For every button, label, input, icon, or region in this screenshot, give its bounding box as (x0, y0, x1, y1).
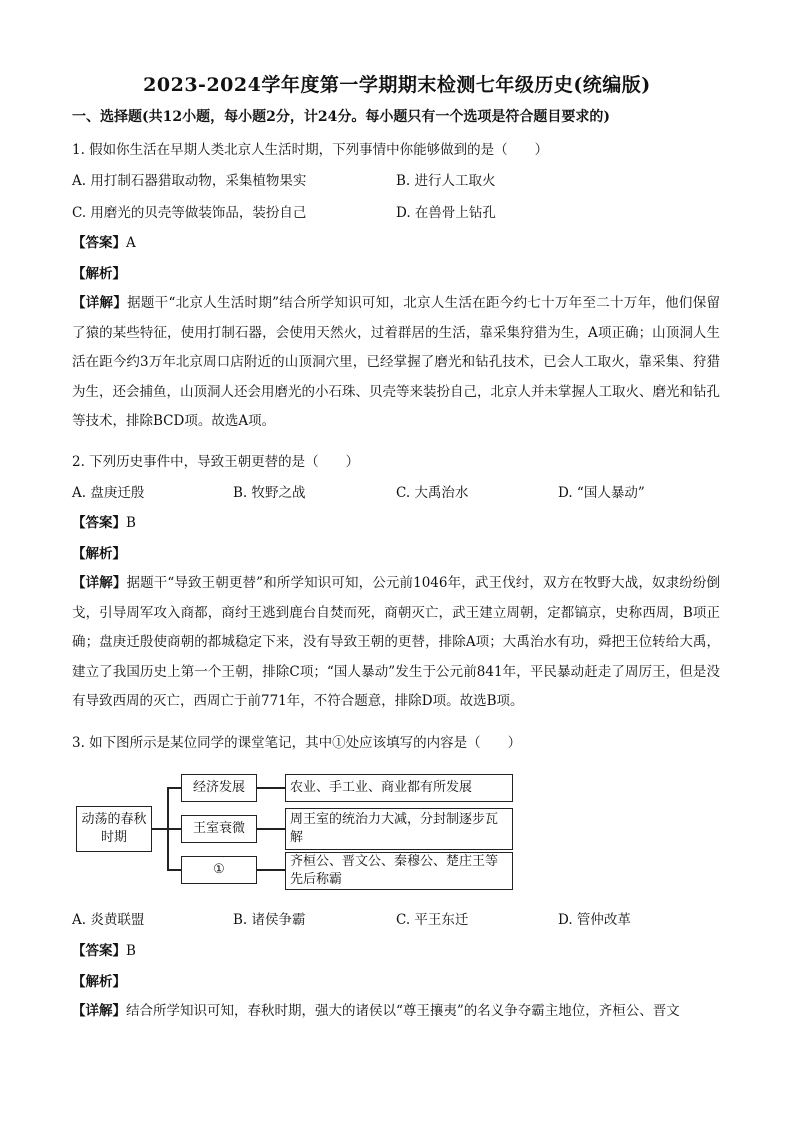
q2-option-a: A. 盘庚迁殷 (72, 485, 145, 501)
diagram-connector (167, 869, 181, 871)
class-notes-diagram (72, 766, 520, 892)
question-3-stem: 3. 如下图所示是某位同学的课堂笔记，其中①处应该填写的内容是（ ） (72, 735, 522, 751)
q3-option-b: B. 诸侯争霸 (233, 912, 306, 928)
answer-label: 【答案】 (72, 235, 126, 251)
answer-value: B (126, 515, 136, 531)
diagram-connector (257, 869, 285, 871)
answer-value: A (126, 235, 136, 251)
question-1-stem: 1. 假如你生活在早期人类北京人生活时期，下列事情中你能够做到的是（ ） (72, 142, 549, 158)
answer-value: B (126, 943, 136, 959)
answer-label: 【答案】 (72, 943, 126, 959)
page-title: 2023-2024学年度第一学期期末检测七年级历史(统编版) (143, 74, 651, 96)
q1-option-b: B. 进行人工取火 (396, 173, 496, 189)
diagram-branch-1-box: 经济发展 (181, 774, 257, 802)
q1-option-a: A. 用打制石器猎取动物，采集植物果实 (72, 173, 307, 189)
diagram-connector (257, 787, 285, 789)
q3-option-d: D. 管仲改革 (558, 912, 631, 928)
answer-label: 【答案】 (72, 515, 126, 531)
detail-text: 据题干“北京人生活时期”结合所学知识可知，北京人生活在距今约七十万年至二十万年，他们保留了猿的某些特征，使用打制石器，会使用天然火，过着群居的生活，靠采集狩猎为生，A项正确；山顶洞人生活在距今约3万年北京周口店附近的山顶洞穴里，已经掌握了磨光和钻孔技术，已会人工取火，靠采集、狩猎为生，还会捕鱼，山顶洞人还会用磨光的小石珠、贝壳等来装扮自己，北京人并未掌握人工取火、磨光和钻孔等技术，排除BCD项。故选A项。 (72, 295, 720, 429)
section-heading: 一、选择题(共12小题，每小题2分，计24分。每小题只有一个选项是符合题目要求的) (72, 109, 610, 125)
diagram-branch-2-box: 王室衰微 (181, 815, 257, 843)
q1-detail (72, 289, 720, 437)
diagram-desc-1-box: 农业、手工业、商业都有所发展 (285, 774, 513, 802)
q2-option-d: D. “国人暴动” (558, 485, 645, 501)
q3-option-c: C. 平王东迁 (396, 912, 469, 928)
diagram-desc-3-box: 齐桓公、晋文公、秦穆公、楚庄王等先后称霸 (285, 852, 513, 890)
q2-option-b: B. 牧野之战 (233, 485, 306, 501)
q3-answer (72, 941, 722, 961)
detail-label: 【详解】 (72, 575, 127, 591)
diagram-root-box: 动荡的春秋时期 (76, 806, 152, 852)
q2-analysis-label (72, 544, 722, 564)
analysis-label: 【解析】 (72, 266, 126, 282)
detail-label: 【详解】 (72, 295, 128, 311)
q1-option-d: D. 在兽骨上钻孔 (396, 205, 496, 221)
diagram-connector (167, 828, 181, 830)
q1-option-c: C. 用磨光的贝壳等做装饰品，装扮自己 (72, 205, 307, 221)
analysis-label: 【解析】 (72, 974, 126, 990)
q3-option-a: A. 炎黄联盟 (72, 912, 145, 928)
q2-answer (72, 513, 722, 533)
analysis-label: 【解析】 (72, 546, 126, 562)
question-2-stem: 2. 下列历史事件中，导致王朝更替的是（ ） (72, 454, 360, 470)
q2-option-c: C. 大禹治水 (396, 485, 469, 501)
diagram-connector (152, 828, 168, 830)
detail-label: 【详解】 (72, 1003, 126, 1019)
diagram-desc-2-box: 周王室的统治力大减，分封制逐步瓦解 (285, 808, 513, 850)
q3-detail (72, 997, 720, 1027)
q1-analysis-label (72, 264, 722, 284)
q3-analysis-label (72, 972, 722, 992)
diagram-branch-3-box: ① (181, 856, 257, 884)
diagram-connector (257, 828, 285, 830)
diagram-connector (167, 787, 181, 789)
detail-text: 据题干“导致王朝更替”和所学知识可知，公元前1046年，武王伐纣，双方在牧野大战，奴隶纷纷倒戈，引导周军攻入商都，商纣王逃到鹿台自焚而死，商朝灭亡，武王建立周朝，定都镐京，史称西周，B项正确；盘庚迁殷使商朝的都城稳定下来，没有导致王朝的更替，排除A项；大禹治水有功，舜把王位转给大禹，建立了我国历史上第一个王朝，排除C项；“国人暴动”发生于公元前841年，平民暴动赶走了周厉王，但是没有导致西周的灭亡，西周亡于前771年，不符合题意，排除D项。故选B项。 (72, 575, 720, 709)
detail-text: 结合所学知识可知，春秋时期，强大的诸侯以“尊王攘夷”的名义争夺霸主地位，齐桓公、晋文 (126, 1003, 680, 1019)
q2-detail (72, 569, 720, 717)
q1-answer (72, 233, 722, 253)
